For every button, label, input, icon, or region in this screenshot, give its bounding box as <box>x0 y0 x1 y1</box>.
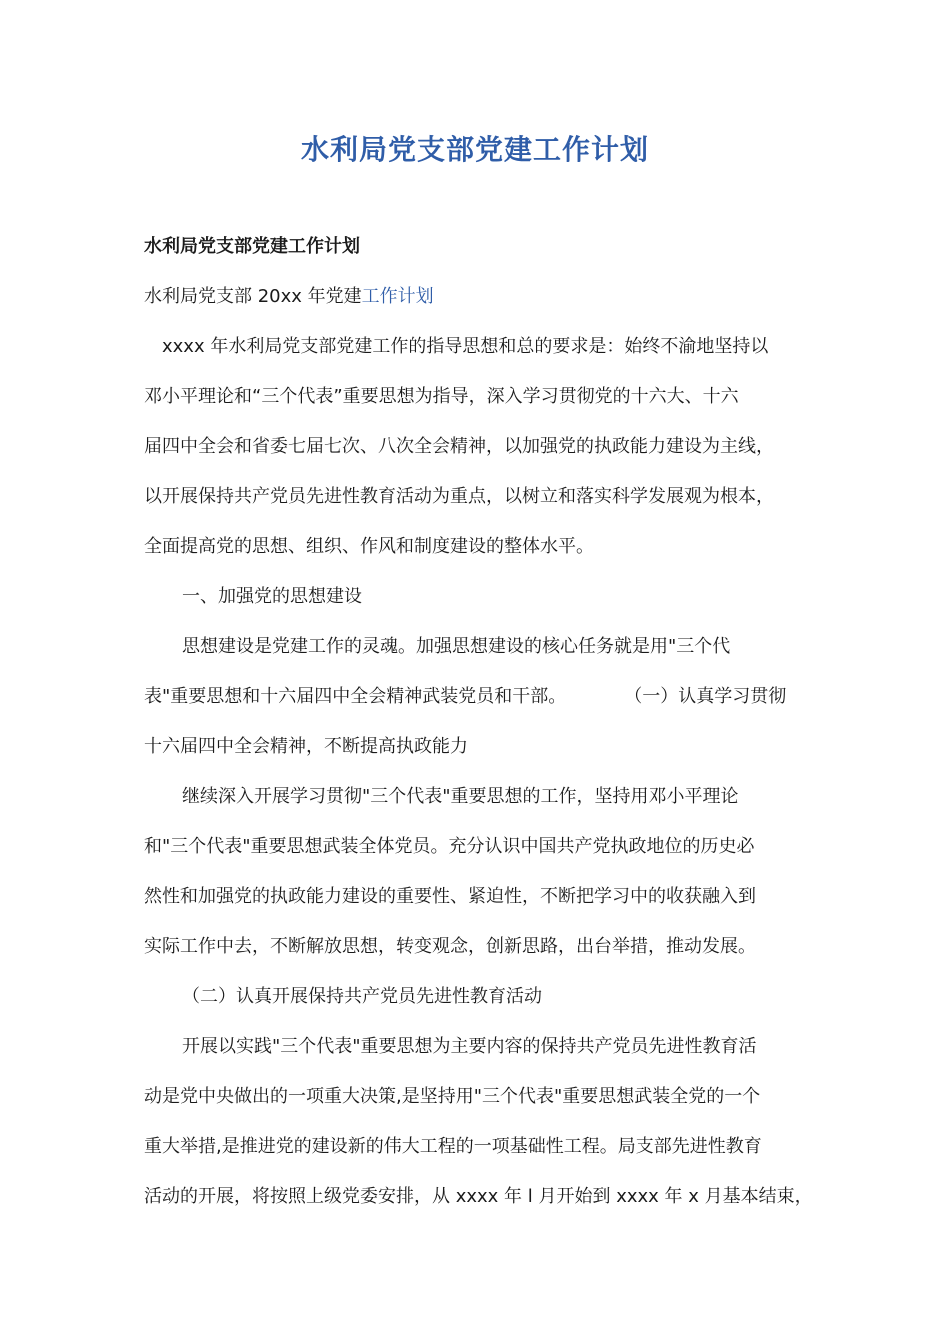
subsection-heading: （一）认真学习贯彻 <box>624 686 787 707</box>
paragraph-line: 动是党中央做出的一项重大决策,是坚持用"三个代表"重要思想武装全党的一个 <box>144 1086 761 1107</box>
work-plan-link[interactable]: 工作计划 <box>361 286 434 307</box>
paragraph-line: 届四中全会和省委七届七次、八次全会精神，以加强党的执政能力建设为主线， <box>144 436 774 457</box>
paragraph-line <box>144 672 814 722</box>
paragraph-line: 十六届四中全会精神，不断提高执政能力 <box>144 736 468 757</box>
document-body <box>144 222 814 1222</box>
section-heading: 一、加强党的思想建设 <box>182 586 362 607</box>
paragraph-line: 思想建设是党建工作的灵魂。加强思想建设的核心任务就是用"三个代 <box>182 636 731 657</box>
intro-prefix: 水利局党支部 20xx 年党建 <box>144 286 362 307</box>
paragraph-line: 继续深入开展学习贯彻"三个代表"重要思想的工作，坚持用邓小平理论 <box>182 786 739 807</box>
subsection-heading: （二）认真开展保持共产党员先进性教育活动 <box>182 986 542 1007</box>
section-subtitle: 水利局党支部党建工作计划 <box>144 236 360 257</box>
paragraph-line: 实际工作中去，不断解放思想，转变观念，创新思路，出台举措，推动发展。 <box>144 936 756 957</box>
paragraph-line: 全面提高党的思想、组织、作风和制度建设的整体水平。 <box>144 536 594 557</box>
paragraph-line: 然性和加强党的执政能力建设的重要性、紧迫性，不断把学习中的收获融入到 <box>144 886 756 907</box>
paragraph-line: 活动的开展，将按照上级党委安排，从 xxxx 年 l 月开始到 xxxx 年 x 月基本结束， <box>144 1186 813 1207</box>
paragraph-line: 开展以实践"三个代表"重要思想为主要内容的保持共产党员先进性教育活 <box>182 1036 757 1057</box>
paragraph-line: 邓小平理论和“三个代表”重要思想为指导，深入学习贯彻党的十六大、十六 <box>144 386 739 407</box>
document-title: 水利局党支部党建工作计划 <box>300 133 649 166</box>
intro-line <box>144 272 814 322</box>
paragraph-line: 和"三个代表"重要思想武装全体党员。充分认识中国共产党执政地位的历史必 <box>144 836 755 857</box>
paragraph-line: 以开展保持共产党员先进性教育活动为重点，以树立和落实科学发展观为根本， <box>144 486 774 507</box>
paragraph-line: 重大举措,是推进党的建设新的伟大工程的一项基础性工程。局支部先进性教育 <box>144 1136 762 1157</box>
paragraph-segment: 表"重要思想和十六届四中全会精神武装党员和干部。 <box>144 686 567 707</box>
paragraph-line: xxxx 年水利局党支部党建工作的指导思想和总的要求是：始终不渝地坚持以 <box>162 336 769 357</box>
